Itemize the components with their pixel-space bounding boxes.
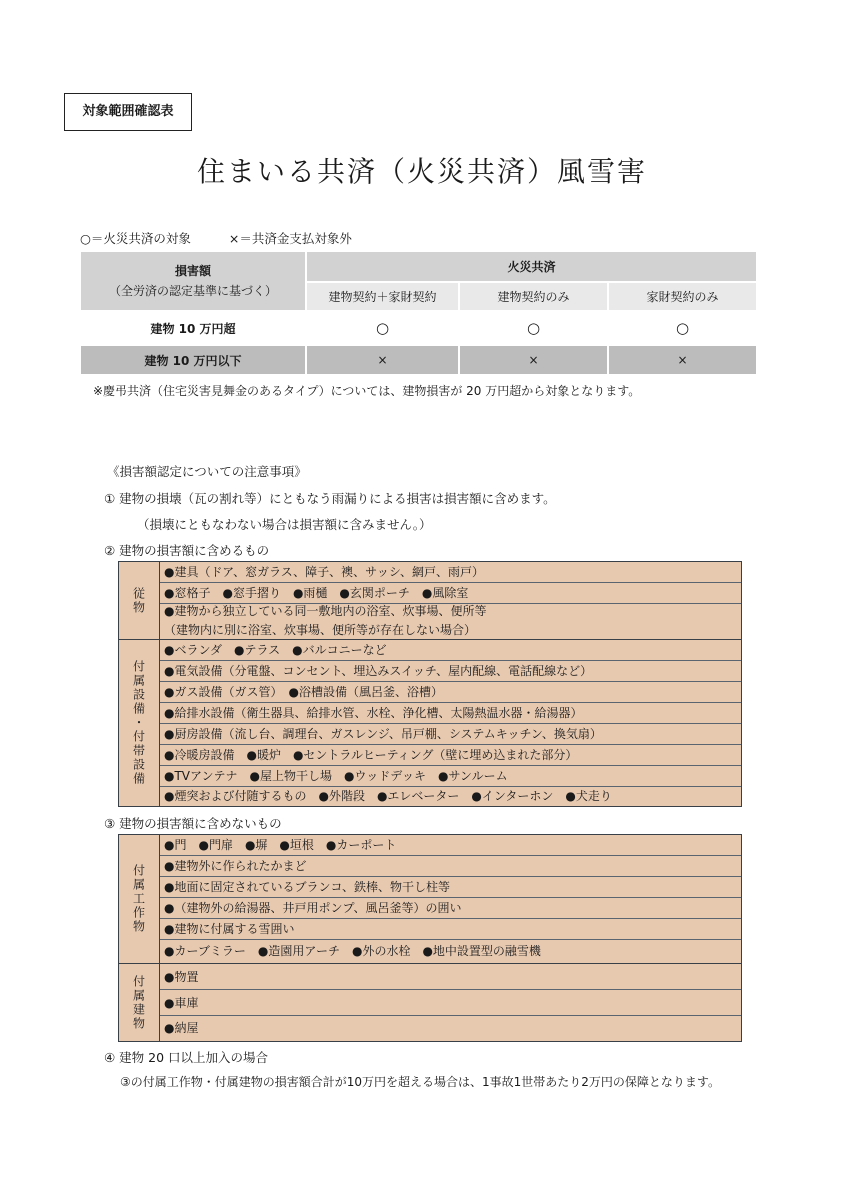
list-item: ●ガス設備（ガス管） ●浴槽設備（風呂釜、浴槽） [160,682,741,703]
list-item: ●TVアンテナ ●屋上物干し場 ●ウッドデッキ ●サンルーム [160,766,741,787]
list-item: ●建物に付属する雪囲い [160,919,741,940]
list-item: ●煙突および付随するもの ●外階段 ●エレベーター ●インターホン ●犬走り [164,789,612,803]
coverage-table [79,250,758,376]
column-header: 建物契約＋家財契約 [307,283,458,310]
list-item: ●地面に固定されているブランコ、鉄棒、物干し柱等 [160,877,741,898]
category-cell [119,964,160,1041]
notes-heading: 《損害額認定についての注意事項》 [107,464,307,479]
category-cell [119,640,160,806]
note-item-1: ① 建物の損壊（瓦の割れ等）にともなう雨漏りによる損害は損害額に含めます。 [104,491,556,506]
category-label: 付属設備・付帯設備 [131,660,146,786]
table-footnote: ※慶弔共済（住宅災害見舞金のあるタイプ）については、建物損害が 20 万円超から対象となります。 [93,384,641,398]
excluded-items-box [118,834,742,1042]
note-item-3: ③ 建物の損害額に含めないもの [104,816,282,831]
column-header: 建物契約のみ [460,283,607,310]
cell-value: ○ [375,319,390,337]
list-item: ●建物から独立している同一敷地内の浴室、炊事場、便所等 [164,604,487,618]
category-label: 付属建物 [131,974,146,1031]
list-item: ●納屋 [164,1021,199,1035]
list-item: ●冷暖房設備 ●暖炉 ●セントラルヒーティング（壁に埋め込まれた部分） [160,745,741,766]
included-items-box [118,561,742,807]
category-label: 従物 [131,586,146,615]
legend-not-covered: ×＝共済金支払対象外 [228,231,352,246]
list-item: ●建具（ドア、窓ガラス、障子、襖、サッシ、網戸、雨戸） [160,562,741,583]
row-header-cell [81,252,305,310]
category-cell [119,835,160,963]
list-item: ●電気設備（分電盤、コンセント、埋込みスイッチ、屋内配線、電話配線など） [160,661,741,682]
row-label: 建物 10 万円以下 [81,346,305,374]
cell-value: ○ [526,319,541,337]
list-item: ●ベランダ ●テラス ●バルコニーなど [160,640,741,661]
list-item: ●厨房設備（流し台、調理台、ガスレンジ、吊戸棚、システムキッチン、換気扇） [160,724,741,745]
list-item: ●（建物外の給湯器、井戸用ポンプ、風呂釜等）の囲い [160,898,741,919]
note-item-2: ② 建物の損害額に含めるもの [104,543,270,558]
category-cell [119,562,160,639]
document-tag: 対象範囲確認表 [64,93,192,131]
column-header: 家財契約のみ [609,283,756,310]
cell-value: ○ [675,319,690,337]
list-item: ●カーブミラー ●造園用アーチ ●外の水栓 ●地中設置型の融雪機 [164,944,541,958]
row-header: 損害額 [174,264,211,278]
list-item: ●車庫 [160,990,741,1016]
list-item: （建物内に別に浴室、炊事場、便所等が存在しない場合） [164,623,477,637]
row-label: 建物 10 万円超 [150,321,236,336]
list-item: ●給排水設備（衛生器具、給排水管、水栓、浄化槽、太陽熱温水器・給湯器） [160,703,741,724]
note-item-4: ④ 建物 20 口以上加入の場合 [104,1050,269,1065]
table-row [81,346,756,374]
cell-value: × [460,346,607,374]
list-item: ●門 ●門扉 ●塀 ●垣根 ●カーポート [160,835,741,856]
legend-covered: ○＝火災共済の対象 [80,231,191,246]
list-item: ●窓格子 ●窓手摺り ●雨樋 ●玄関ポーチ ●風除室 [160,583,741,604]
cell-value: × [307,346,458,374]
list-item: ●建物外に作られたかまど [160,856,741,877]
legend [80,229,352,247]
row-header-sub: （全労済の認定基準に基づく） [108,284,277,298]
page-title: 住まいる共済（火災共済）風雪害 [196,155,647,188]
cell-value: × [609,346,756,374]
category-label: 付属工作物 [131,864,146,934]
note-item-4-sub: ③の付属工作物・付属建物の損害額合計が10万円を超える場合は、1事故1世帯あたり2万円の保障となります。 [120,1075,720,1089]
list-item: ●物置 [160,964,741,990]
note-item-1-sub: （損壊にともなわない場合は損害額に含みません。） [137,517,432,532]
group-header: 火災共済 [307,252,756,281]
table-row [81,312,756,344]
